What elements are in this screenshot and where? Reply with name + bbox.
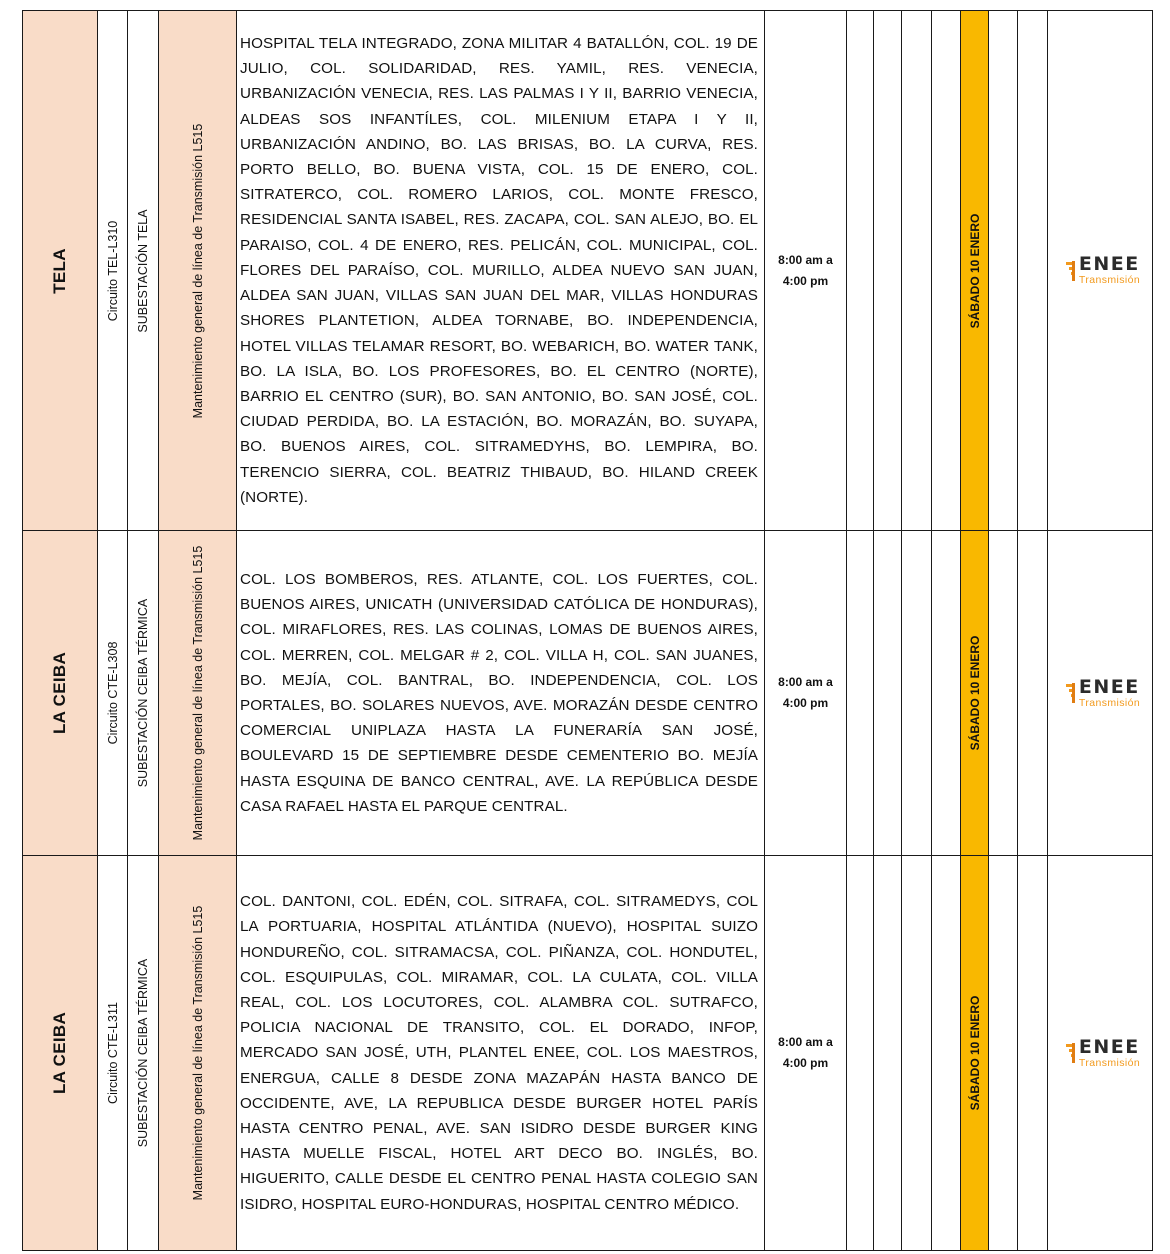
logo-subtitle: Transmisión [1078, 274, 1141, 287]
substation-label: SUBESTACIÓN TELA [136, 208, 150, 333]
substation-cell [128, 11, 159, 531]
date-cell [961, 531, 989, 856]
hours-cell [765, 531, 847, 856]
enee-logo [1054, 675, 1152, 709]
blank-cell [902, 856, 932, 1251]
time-end: 4:00 pm [782, 273, 829, 288]
city-cell [23, 531, 98, 856]
circuit-label: Circuito TEL-L310 [105, 220, 120, 321]
hours-cell [765, 856, 847, 1251]
circuit-cell [98, 531, 128, 856]
outage-hours [765, 1032, 846, 1074]
logo-cell [1048, 531, 1153, 856]
affected-areas: HOSPITAL TELA INTEGRADO, ZONA MILITAR 4 BATALLÓN, COL. 19 DE JULIO, COL. SOLIDARIDAD, RES. YAMIL, RES. VENECIA, URBANIZACIÓN VENECIA, RES. LAS PALMAS I Y II, BARRIO VENECIA, ALDEAS SOS INFANTÍLES, COL. MILENIUM ETAPA I Y II, URBANIZACIÓN ANDINO, BO. LAS BRISAS, BO. LA CURVA, RES. PORTO BELLO, BO. BUENA VISTA, COL. 15 DE ENERO, COL. SITRATERCO, COL. ROMERO LARIOS, COL. MONTE FRESCO, RESIDENCIAL SANTA ISABEL, RES. ZACAPA, COL. SAN ALEJO, BO. EL PARAISO, COL. 4 DE ENERO, RES. PELICÁN, COL. MUNICIPAL, COL. FLORES DEL PARAÍSO, COL. MURILLO, ALDEA NUEVO SAN JUAN, ALDEA SAN JUAN, VILLAS SAN JUAN DEL MAR, VILLAS HONDURAS SHORES PLANTETION, ALDEA TORNABE, BO. INDEPENDENCIA, HOTEL VILLAS TELAMAR RESORT, BO. WEBARICH, BO. WATER TANK, BO. LA ISLA, BO. LOS PROFESORES, BO. EL CENTRO (NORTE), BARRIO EL CENTRO (SUR), BO. SAN ANTONIO, BO. SAN JOSÉ, COL. CIUDAD PERDIDA, BO. LA ESTACIÓN, BO. MORAZÁN, BO. SUYAPA, BO. BUENOS AIRES, COL. SITRAMEDYHS, BO. LEMPIRA, BO. TERENCIO SIERRA, COL. BEATRIZ THIBAUD, BO. HILAND CREEK (NORTE). [240, 35, 758, 506]
time-end: 4:00 pm [782, 1056, 829, 1070]
blank-cell [902, 531, 932, 856]
city-cell [23, 11, 98, 531]
table-row [23, 11, 1153, 531]
blank-cell [932, 856, 961, 1251]
substation-label: SUBESTACIÓN CEIBA TÉRMICA [136, 598, 150, 788]
logo-word: ENEE [1078, 675, 1140, 698]
affected-areas: COL. DANTONI, COL. EDÉN, COL. SITRAFA, COL. SITRAMEDYS, COL LA PORTUARIA, HOSPITAL ATLÁNTIDA (NUEVO), HOSPITAL SUIZO HONDUREÑO, COL. SITRAMACSA, COL. PIÑANZA, COL. HONDUTEL, COL. ESQUIPULAS, COL. MIRAMAR, COL. LA CULATA, COL. VILLA REAL, COL. LOS LOCUTORES, COL. ALAMBRA COL. SUTRAFCO, POLICIA NACIONAL DE TRANSITO, COL. EL DORADO, INFOP, MERCADO SAN JOSÉ, UTH, PLANTEL ENEE, COL. LOS MAESTROS, ENERGUA, CALLE 8 DESDE ZONA MAZAPÁN HASTA BANCO DE OCCIDENTE, AVE, LA REPUBLICA DESDE BURGER HOTEL PARÍS HASTA CENTRO PENAL, AVE. SAN ISIDRO DESDE BURGER KING HASTA MUELLE FISCAL, HOTEL ART DECO BO. INGLÉS, BO. HIGUERITO, CALLE DESDE EL CENTRO PENAL HASTA COLEGIO SAN ISIDRO, HOSPITAL EURO-HONDURAS, HOSPITAL CENTRO MÉDICO. [240, 893, 758, 1213]
outage-date: SÁBADO 10 ENERO [967, 995, 982, 1111]
blank-cell [902, 11, 932, 531]
logo-cell [1048, 856, 1153, 1251]
areas-cell [237, 11, 765, 531]
blank-cell [989, 531, 1018, 856]
table-row [23, 856, 1153, 1251]
affected-areas: COL. LOS BOMBEROS, RES. ATLANTE, COL. LOS FUERTES, COL. BUENOS AIRES, UNICATH (UNIVERSIDAD CATÓLICA DE HONDURAS), COL. MIRAFLORES, RES. LAS COLINAS, LOMAS DE BUENOS AIRES, COL. MERREN, COL. MELGAR # 2, COL. VILLA H, COL. SAN JUANES, BO. MEJÍA, COL. BANTRAL, BO. INDEPENDENCIA, COL. LOS PORTALES, BO. SOLARES NUEVOS, AVE. MORAZÁN DESDE CENTRO COMERCIAL UNIPLAZA HASTA LA FUNERARÍA SAN JOSÉ, BOULEVARD 15 DE SEPTIEMBRE DESDE CEMENTERIO BO. MEJÍA HASTA ESQUINA DE BANCO CENTRAL, AVE. LA REPÚBLICA DESDE CASA RAFAEL HASTA EL PARQUE CENTRAL. [240, 570, 758, 815]
blank-cell [874, 856, 902, 1251]
table-row [23, 531, 1153, 856]
work-description: Mantenimiento general de línea de Transmisión L515 [190, 905, 205, 1201]
circuit-label: Circuito CTE-L308 [105, 641, 120, 745]
blank-cell [1018, 11, 1048, 531]
time-start: 8:00 am a [778, 675, 833, 689]
outage-date: SÁBADO 10 ENERO [967, 213, 982, 328]
blank-cell [874, 11, 902, 531]
blank-cell [989, 11, 1018, 531]
outage-date: SÁBADO 10 ENERO [967, 635, 982, 751]
substation-cell [128, 856, 159, 1251]
enee-logo-icon [1066, 1043, 1075, 1063]
time-start: 8:00 am a [778, 1035, 833, 1049]
logo-subtitle: Transmisión [1078, 696, 1141, 709]
logo-word: ENEE [1078, 253, 1140, 276]
work-cell [159, 531, 237, 856]
enee-logo-icon [1066, 261, 1075, 281]
city-label: LA CEIBA [50, 651, 69, 735]
logo-cell [1048, 11, 1153, 531]
hours-cell [765, 11, 847, 531]
circuit-label: Circuito CTE-L311 [105, 1002, 120, 1104]
blank-cell [847, 856, 874, 1251]
outage-hours [765, 672, 846, 714]
blank-cell [932, 11, 961, 531]
blank-cell [1018, 531, 1048, 856]
substation-cell [128, 531, 159, 856]
work-description: Mantenimiento general de línea de Transmisión L515 [190, 545, 205, 841]
date-cell [961, 11, 989, 531]
time-end: 4:00 pm [782, 696, 829, 710]
work-cell [159, 856, 237, 1251]
circuit-cell [98, 856, 128, 1251]
areas-cell [237, 856, 765, 1251]
date-cell [961, 856, 989, 1251]
substation-label: SUBESTACIÓN CEIBA TÉRMICA [136, 958, 150, 1148]
city-cell [23, 856, 98, 1251]
work-description: Mantenimiento general de línea de Transmisión L515 [190, 123, 205, 418]
blank-cell [874, 531, 902, 856]
circuit-cell [98, 11, 128, 531]
outage-schedule-sheet [22, 10, 1152, 1250]
blank-cell [989, 856, 1018, 1251]
areas-cell [237, 531, 765, 856]
logo-subtitle: Transmisión [1078, 1056, 1141, 1069]
work-cell [159, 11, 237, 531]
logo-word: ENEE [1078, 1035, 1140, 1058]
enee-logo [1054, 255, 1152, 286]
blank-cell [847, 531, 874, 856]
outage-schedule-table [22, 10, 1153, 1251]
enee-logo [1054, 1035, 1152, 1069]
blank-cell [932, 531, 961, 856]
enee-logo-icon [1066, 683, 1075, 703]
outage-hours [765, 250, 846, 292]
city-label: LA CEIBA [50, 1011, 69, 1095]
city-label: TELA [50, 247, 69, 294]
blank-cell [847, 11, 874, 531]
blank-cell [1018, 856, 1048, 1251]
time-start: 8:00 am a [778, 252, 833, 267]
